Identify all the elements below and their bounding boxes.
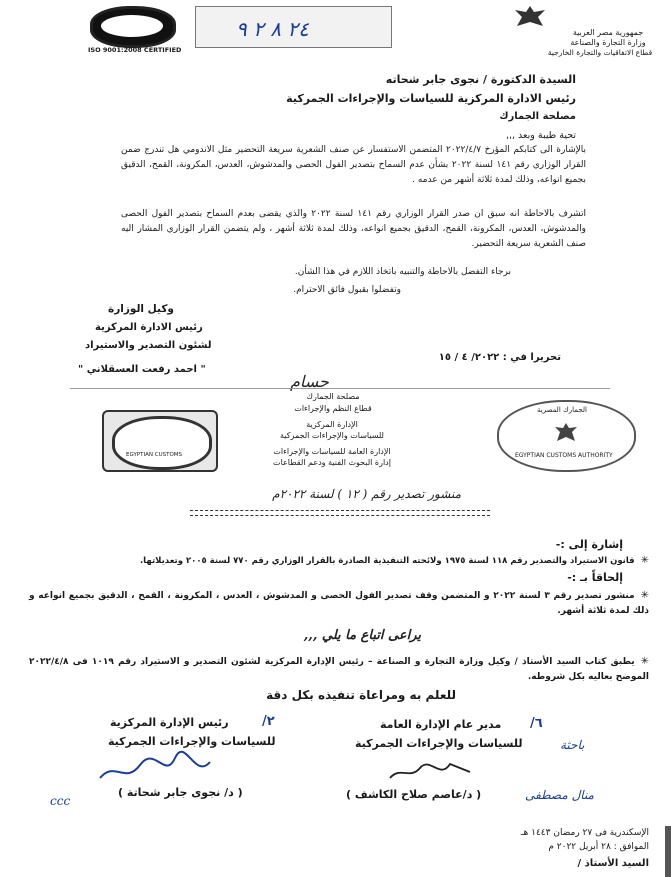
customs-sector: قطاع النظم والإجراءات bbox=[294, 404, 372, 413]
footer-right-bar bbox=[665, 826, 671, 877]
customs-logo-left-text: EGYPTIAN CUSTOMS bbox=[126, 452, 183, 458]
note-manal: منال مصطفى bbox=[525, 788, 594, 802]
customs-eagle-icon bbox=[554, 422, 578, 444]
sign-title-2: رئيس الادارة المركزية bbox=[95, 322, 203, 333]
stamp-number: ٢٤ ٨ ٢ ٩ bbox=[236, 17, 309, 41]
circular-title: منشور تصدير رقم ( ١٢ ) لسنة ٢٠٢٢م bbox=[272, 487, 461, 501]
iso-logo bbox=[90, 6, 176, 48]
notice-line: للعلم به ومراعاة تنفيذه بكل دقة bbox=[266, 688, 456, 702]
follow-instructions: يراعى اتباع ما يلي ,,, bbox=[303, 628, 421, 643]
sig-mid-title-2: للسياسات والإجراءات الجمركية bbox=[355, 737, 523, 750]
signature-scribble-right bbox=[95, 750, 215, 790]
sig-right-title-1: رئيس الإدارة المركزية bbox=[110, 716, 229, 729]
sign-title-1: وكيل الوزارة bbox=[108, 303, 174, 315]
customs-general-1: الإدارة العامة للسياسات والإجراءات bbox=[273, 447, 391, 456]
signature-scribble-right-icon bbox=[95, 750, 215, 790]
letter-date: تحريرا في : ٢٠٢٢/ ٤ / ١٥ bbox=[438, 352, 561, 363]
received-stamp bbox=[195, 6, 392, 48]
further-item: ✳ منشور تصدير رقم ٣ لسنة ٢٠٢٢ و المتضمن وقف تصدير الفول الحصى و المدشوش ، العدس ، المكرونة ، القمح ، الدقيق بجميع انواعه و ذلك لمدة ثلاثة أشهر. bbox=[29, 588, 649, 619]
note-researcher: باحثة bbox=[560, 738, 585, 752]
customs-central-2: للسياسات والإجراءات الجمركية bbox=[280, 431, 384, 440]
sig-mid-name: ( د/عاصم صلاح الكاشف ) bbox=[346, 788, 482, 801]
letterhead-ministry: وزارة التجارة والصناعة bbox=[570, 38, 646, 47]
letter-paragraph-1: بالإشارة الى كتابكم المؤرخ ٢٠٢٢/٤/٧ المتضمن الاستفسار عن صنف الشعرية سريعة التحضير مثل الاندومي هل تندرج ضمن القرار الوزاري رقم ١٤١ لسنة ٢٠٢٢ بشأن عدم السماح بتصدير الفول الحصى والمدشوش، العدس، المكرونة، القمح، الدقيق بجميع انواعه، وذلك لمدة ثلاثة أشهر من عدمه . bbox=[121, 145, 587, 185]
reference-label: إشارة إلى :- bbox=[555, 538, 623, 551]
letter-closing: وتفضلوا بقبول فائق الاحترام. bbox=[293, 285, 401, 295]
footer-hijri-date: الإسكندرية فى ٢٧ رمضان ١٤٤٣ هـ bbox=[520, 828, 649, 838]
customs-logo-right-title: الجمارك المصرية bbox=[537, 406, 587, 414]
further-label: إلحاقاً بـ :- bbox=[567, 571, 623, 584]
recipient-title: رئيس الادارة المركزية للسياسات والإجراءات الجمركية bbox=[286, 92, 576, 105]
customs-logo-right-sub: EGYPTIAN CUSTOMS AUTHORITY bbox=[515, 452, 613, 459]
customs-logo-right bbox=[497, 400, 636, 472]
customs-central-1: الإدارة المركزية bbox=[306, 420, 358, 429]
eagle-emblem bbox=[505, 4, 555, 30]
sign-title-3: لشئون التصدير والاستيراد bbox=[85, 340, 212, 351]
scribble-ccc: ccc bbox=[50, 794, 71, 808]
sig-right-name: ( د/ نجوى جابر شحاتة ) bbox=[118, 786, 243, 799]
customs-logo-left-ring bbox=[112, 416, 212, 470]
title-underline-2 bbox=[190, 515, 490, 516]
handwritten-signature: حسام bbox=[290, 372, 329, 391]
iso-certified: ISO 9001:2008 CERTIFIED bbox=[88, 46, 182, 54]
footer-addressee: السيد الأستاذ / bbox=[577, 858, 649, 869]
greeting: تحية طيبة وبعد ,,, bbox=[505, 130, 576, 141]
sig-right-title-2: للسياسات والإجراءات الجمركية bbox=[108, 735, 276, 748]
recipient-name: السيدة الدكتورة / نجوى جابر شحاته bbox=[385, 73, 576, 86]
customs-authority: مصلحة الجمارك bbox=[306, 392, 360, 401]
customs-general-2: إدارة البحوث الفنية ودعم القطاعات bbox=[273, 458, 391, 467]
apply-item: ✳ يطبق كتاب السيد الأستاذ / وكيل وزارة التجارة و الصناعة – رئيس الإدارة المركزية لشئون التصدير و الاستيراد رقم ١٠١٩ فى ٢٠٢٢/٤/٨ الموضح بعاليه بكل شروطه. bbox=[29, 654, 649, 685]
letter-paragraph-3: برجاء التفضل بالاحاطة والتنبيه باتخاذ اللازم في هذا الشأن. bbox=[294, 267, 511, 277]
title-underline-1 bbox=[190, 510, 490, 511]
sig-mid-title-1: مدير عام الإدارة العامة bbox=[380, 718, 502, 731]
letterhead-country: جمهورية مصر العربية bbox=[572, 28, 644, 37]
recipient-org: مصلحة الجمارك bbox=[499, 111, 576, 122]
sig-mid-number: ٦/ bbox=[530, 716, 543, 731]
iso-logo-inner bbox=[101, 15, 163, 37]
sign-name: " احمد رفعت العسقلاني " bbox=[78, 364, 206, 375]
sig-right-number: ٢/ bbox=[262, 714, 275, 729]
customs-logo-left bbox=[102, 410, 218, 472]
letterhead-sector: قطاع الاتفاقيات والتجارة الخارجية bbox=[547, 48, 653, 57]
reference-item: ✳ قانون الاستيراد والتصدير رقم ١١٨ لسنة ١٩٧٥ ولائحته التنفيذية الصادرة بالقرار الوزاري رقم ٧٧٠ لسنة ٢٠٠٥ وتعديلاتها. bbox=[39, 553, 649, 569]
signature-scribble-mid-icon bbox=[385, 758, 475, 784]
footer-greg-date: الموافق : ٢٨ أبريل ٢٠٢٢ م bbox=[548, 842, 649, 852]
signature-scribble-mid bbox=[385, 758, 475, 784]
letter-paragraph-2: اتشرف بالاحاطة انه سبق ان صدر القرار الوزاري رقم ١٤١ لسنة ٢٠٢٢ والذي يقضى بعدم السماح بتصدير الفول الحصى والمدشوش، العدس، المكرونة، القمح، الدقيق بجميع انواعه، وذلك لمدة ثلاثة أشهر ، ولم يتضمن القرار الوزاري المشار اليه صنف الشعرية سريعة التحضير. bbox=[121, 209, 586, 249]
eagle-emblem-icon bbox=[505, 4, 555, 30]
